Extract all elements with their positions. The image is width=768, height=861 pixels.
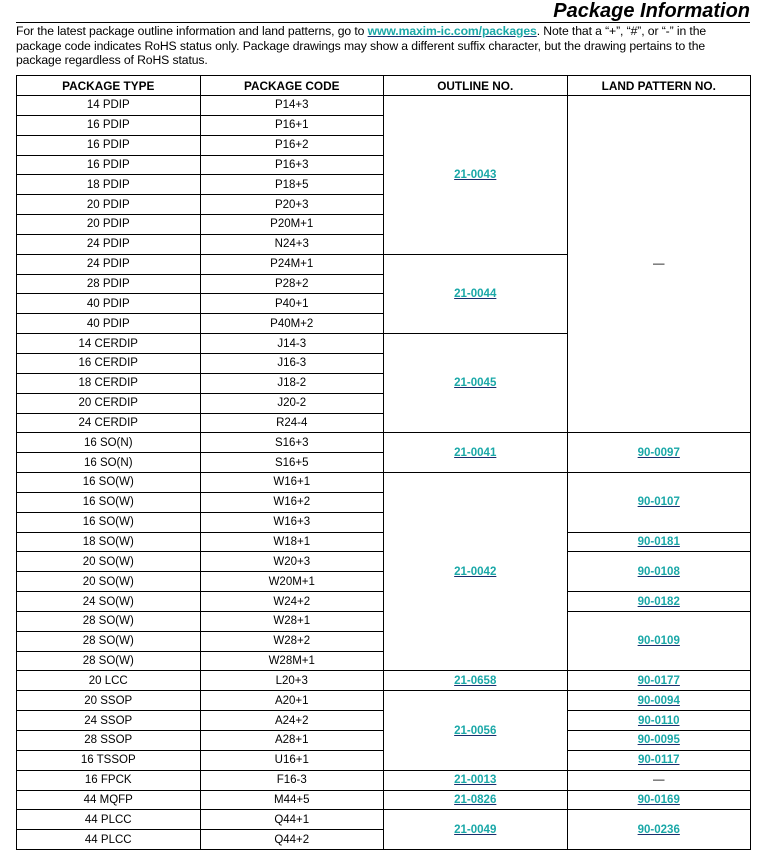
package-type-cell: 28 SO(W) xyxy=(17,631,201,651)
package-code-cell: P24M+1 xyxy=(200,254,384,274)
package-code-cell: J16-3 xyxy=(200,353,384,373)
outline-no-cell xyxy=(384,254,568,333)
outline-no-cell xyxy=(384,810,568,850)
table-row xyxy=(17,433,751,453)
land-pattern-no-cell xyxy=(567,810,751,850)
land-pattern-no-link[interactable]: 90-0107 xyxy=(637,496,680,509)
outline-no-cell xyxy=(384,691,568,770)
land-pattern-no-none: — xyxy=(653,774,665,787)
package-code-cell: J18-2 xyxy=(200,373,384,393)
land-pattern-no-none: — xyxy=(653,258,665,271)
package-type-cell: 20 PDIP xyxy=(17,195,201,215)
intro-paragraph xyxy=(16,24,752,68)
package-type-cell: 16 PDIP xyxy=(17,135,201,155)
land-pattern-no-cell xyxy=(567,473,751,533)
table-row xyxy=(17,96,751,116)
table-row xyxy=(17,770,751,790)
outline-no-cell xyxy=(384,96,568,255)
outline-no-link[interactable]: 21-0056 xyxy=(454,724,497,737)
outline-no-link[interactable]: 21-0041 xyxy=(454,446,497,459)
package-type-cell: 24 SSOP xyxy=(17,711,201,731)
package-type-cell: 18 SO(W) xyxy=(17,532,201,552)
package-code-cell: W24+2 xyxy=(200,592,384,612)
land-pattern-no-cell xyxy=(567,711,751,731)
package-type-cell: 20 SO(W) xyxy=(17,572,201,592)
package-code-cell: W16+3 xyxy=(200,512,384,532)
package-code-cell: A20+1 xyxy=(200,691,384,711)
land-pattern-no-cell xyxy=(567,611,751,671)
package-code-cell: W28+1 xyxy=(200,611,384,631)
package-code-cell: P40M+2 xyxy=(200,314,384,334)
land-pattern-no-link[interactable]: 90-0117 xyxy=(637,754,680,767)
package-type-cell: 16 SO(W) xyxy=(17,473,201,493)
land-pattern-no-cell xyxy=(567,552,751,592)
table-row xyxy=(17,810,751,830)
intro-text: For the latest package outline information and land patterns, go to xyxy=(16,24,368,38)
package-type-cell: 18 CERDIP xyxy=(17,373,201,393)
package-type-cell: 16 TSSOP xyxy=(17,750,201,770)
package-type-cell: 20 LCC xyxy=(17,671,201,691)
land-pattern-no-cell xyxy=(567,433,751,473)
package-type-cell: 16 SO(W) xyxy=(17,512,201,532)
package-type-cell: 18 PDIP xyxy=(17,175,201,195)
header-land-pattern-no: LAND PATTERN NO. xyxy=(567,76,751,96)
package-type-cell: 40 PDIP xyxy=(17,314,201,334)
package-code-cell: M44+5 xyxy=(200,790,384,810)
land-pattern-no-cell xyxy=(567,671,751,691)
outline-no-link[interactable]: 21-0826 xyxy=(454,793,497,806)
package-code-cell: W28M+1 xyxy=(200,651,384,671)
package-type-cell: 16 SO(N) xyxy=(17,453,201,473)
outline-no-link[interactable]: 21-0044 xyxy=(454,287,497,300)
package-code-cell: S16+5 xyxy=(200,453,384,473)
package-code-cell: L20+3 xyxy=(200,671,384,691)
outline-no-cell xyxy=(384,671,568,691)
package-code-cell: W20M+1 xyxy=(200,572,384,592)
package-type-cell: 20 PDIP xyxy=(17,215,201,235)
package-code-cell: P16+2 xyxy=(200,135,384,155)
land-pattern-no-cell xyxy=(567,592,751,612)
land-pattern-no-cell xyxy=(567,691,751,711)
land-pattern-no-link[interactable]: 90-0095 xyxy=(637,734,680,747)
package-table xyxy=(16,75,751,850)
package-type-cell: 28 SO(W) xyxy=(17,651,201,671)
package-type-cell: 44 PLCC xyxy=(17,830,201,850)
page-title: Package Information xyxy=(553,0,750,22)
table-row xyxy=(17,473,751,493)
package-type-cell: 28 SSOP xyxy=(17,731,201,751)
land-pattern-no-cell xyxy=(567,96,751,433)
table-row xyxy=(17,671,751,691)
land-pattern-no-cell xyxy=(567,532,751,552)
package-type-cell: 16 SO(N) xyxy=(17,433,201,453)
table-row xyxy=(17,790,751,810)
package-code-cell: U16+1 xyxy=(200,750,384,770)
packages-link[interactable]: www.maxim-ic.com/packages xyxy=(367,24,537,38)
land-pattern-no-link[interactable]: 90-0109 xyxy=(637,635,680,648)
package-type-cell: 16 SO(W) xyxy=(17,492,201,512)
package-code-cell: F16-3 xyxy=(200,770,384,790)
land-pattern-no-link[interactable]: 90-0110 xyxy=(637,714,680,727)
package-type-cell: 24 CERDIP xyxy=(17,413,201,433)
land-pattern-no-link[interactable]: 90-0236 xyxy=(637,823,680,836)
land-pattern-no-cell xyxy=(567,750,751,770)
package-type-cell: 16 PDIP xyxy=(17,155,201,175)
package-type-cell: 28 PDIP xyxy=(17,274,201,294)
package-code-cell: W16+1 xyxy=(200,473,384,493)
package-type-cell: 28 SO(W) xyxy=(17,611,201,631)
package-code-cell: P20M+1 xyxy=(200,215,384,235)
package-type-cell: 20 SO(W) xyxy=(17,552,201,572)
header-package-code: PACKAGE CODE xyxy=(200,76,384,96)
header-package-type: PACKAGE TYPE xyxy=(17,76,201,96)
package-code-cell: Q44+1 xyxy=(200,810,384,830)
package-code-cell: W28+2 xyxy=(200,631,384,651)
package-type-cell: 14 CERDIP xyxy=(17,334,201,354)
intro-text-rest: . Note that a “+”, “#”, or “-” in the package code indicates RoHS status only. Package drawings may show a different suffix character, but the drawing pertains to the package regardless of RoHS status. xyxy=(16,24,707,67)
package-code-cell: W18+1 xyxy=(200,532,384,552)
package-code-cell: P20+3 xyxy=(200,195,384,215)
package-type-cell: 24 PDIP xyxy=(17,234,201,254)
package-code-cell: S16+3 xyxy=(200,433,384,453)
package-type-cell: 16 FPCK xyxy=(17,770,201,790)
outline-no-cell xyxy=(384,433,568,473)
land-pattern-no-link[interactable]: 90-0097 xyxy=(637,446,680,459)
package-code-cell: P16+3 xyxy=(200,155,384,175)
table-header-row xyxy=(17,76,751,96)
package-code-cell: P28+2 xyxy=(200,274,384,294)
outline-no-link[interactable]: 21-0043 xyxy=(454,168,497,181)
package-type-cell: 14 PDIP xyxy=(17,96,201,116)
package-code-cell: A24+2 xyxy=(200,711,384,731)
package-code-cell: Q44+2 xyxy=(200,830,384,850)
package-type-cell: 20 CERDIP xyxy=(17,393,201,413)
package-type-cell: 16 CERDIP xyxy=(17,353,201,373)
header-outline-no: OUTLINE NO. xyxy=(384,76,568,96)
package-type-cell: 24 PDIP xyxy=(17,254,201,274)
package-code-cell: J20-2 xyxy=(200,393,384,413)
outline-no-link[interactable]: 21-0013 xyxy=(454,774,497,787)
package-code-cell: P14+3 xyxy=(200,96,384,116)
package-code-cell: P16+1 xyxy=(200,115,384,135)
land-pattern-no-cell xyxy=(567,770,751,790)
outline-no-cell xyxy=(384,770,568,790)
outline-no-cell xyxy=(384,473,568,671)
outline-no-link[interactable]: 21-0049 xyxy=(454,823,497,836)
title-rule xyxy=(16,0,750,23)
land-pattern-no-link[interactable]: 90-0094 xyxy=(637,694,680,707)
land-pattern-no-link[interactable]: 90-0108 xyxy=(637,565,680,578)
land-pattern-no-link[interactable]: 90-0169 xyxy=(637,793,680,806)
outline-no-cell xyxy=(384,334,568,433)
package-type-cell: 44 MQFP xyxy=(17,790,201,810)
package-code-cell: W20+3 xyxy=(200,552,384,572)
land-pattern-no-link[interactable]: 90-0181 xyxy=(637,535,680,548)
package-type-cell: 40 PDIP xyxy=(17,294,201,314)
table-row xyxy=(17,691,751,711)
package-type-cell: 24 SO(W) xyxy=(17,592,201,612)
package-type-cell: 44 PLCC xyxy=(17,810,201,830)
package-code-cell: W16+2 xyxy=(200,492,384,512)
package-code-cell: P18+5 xyxy=(200,175,384,195)
land-pattern-no-link[interactable]: 90-0177 xyxy=(637,674,680,687)
outline-no-link[interactable]: 21-0045 xyxy=(454,377,497,390)
package-code-cell: A28+1 xyxy=(200,731,384,751)
package-code-cell: J14-3 xyxy=(200,334,384,354)
outline-no-link[interactable]: 21-0042 xyxy=(454,565,497,578)
land-pattern-no-cell xyxy=(567,731,751,751)
land-pattern-no-link[interactable]: 90-0182 xyxy=(637,595,680,608)
package-code-cell: N24+3 xyxy=(200,234,384,254)
package-type-cell: 20 SSOP xyxy=(17,691,201,711)
package-code-cell: P40+1 xyxy=(200,294,384,314)
package-code-cell: R24-4 xyxy=(200,413,384,433)
outline-no-cell xyxy=(384,790,568,810)
outline-no-link[interactable]: 21-0658 xyxy=(454,674,497,687)
land-pattern-no-cell xyxy=(567,790,751,810)
package-type-cell: 16 PDIP xyxy=(17,115,201,135)
